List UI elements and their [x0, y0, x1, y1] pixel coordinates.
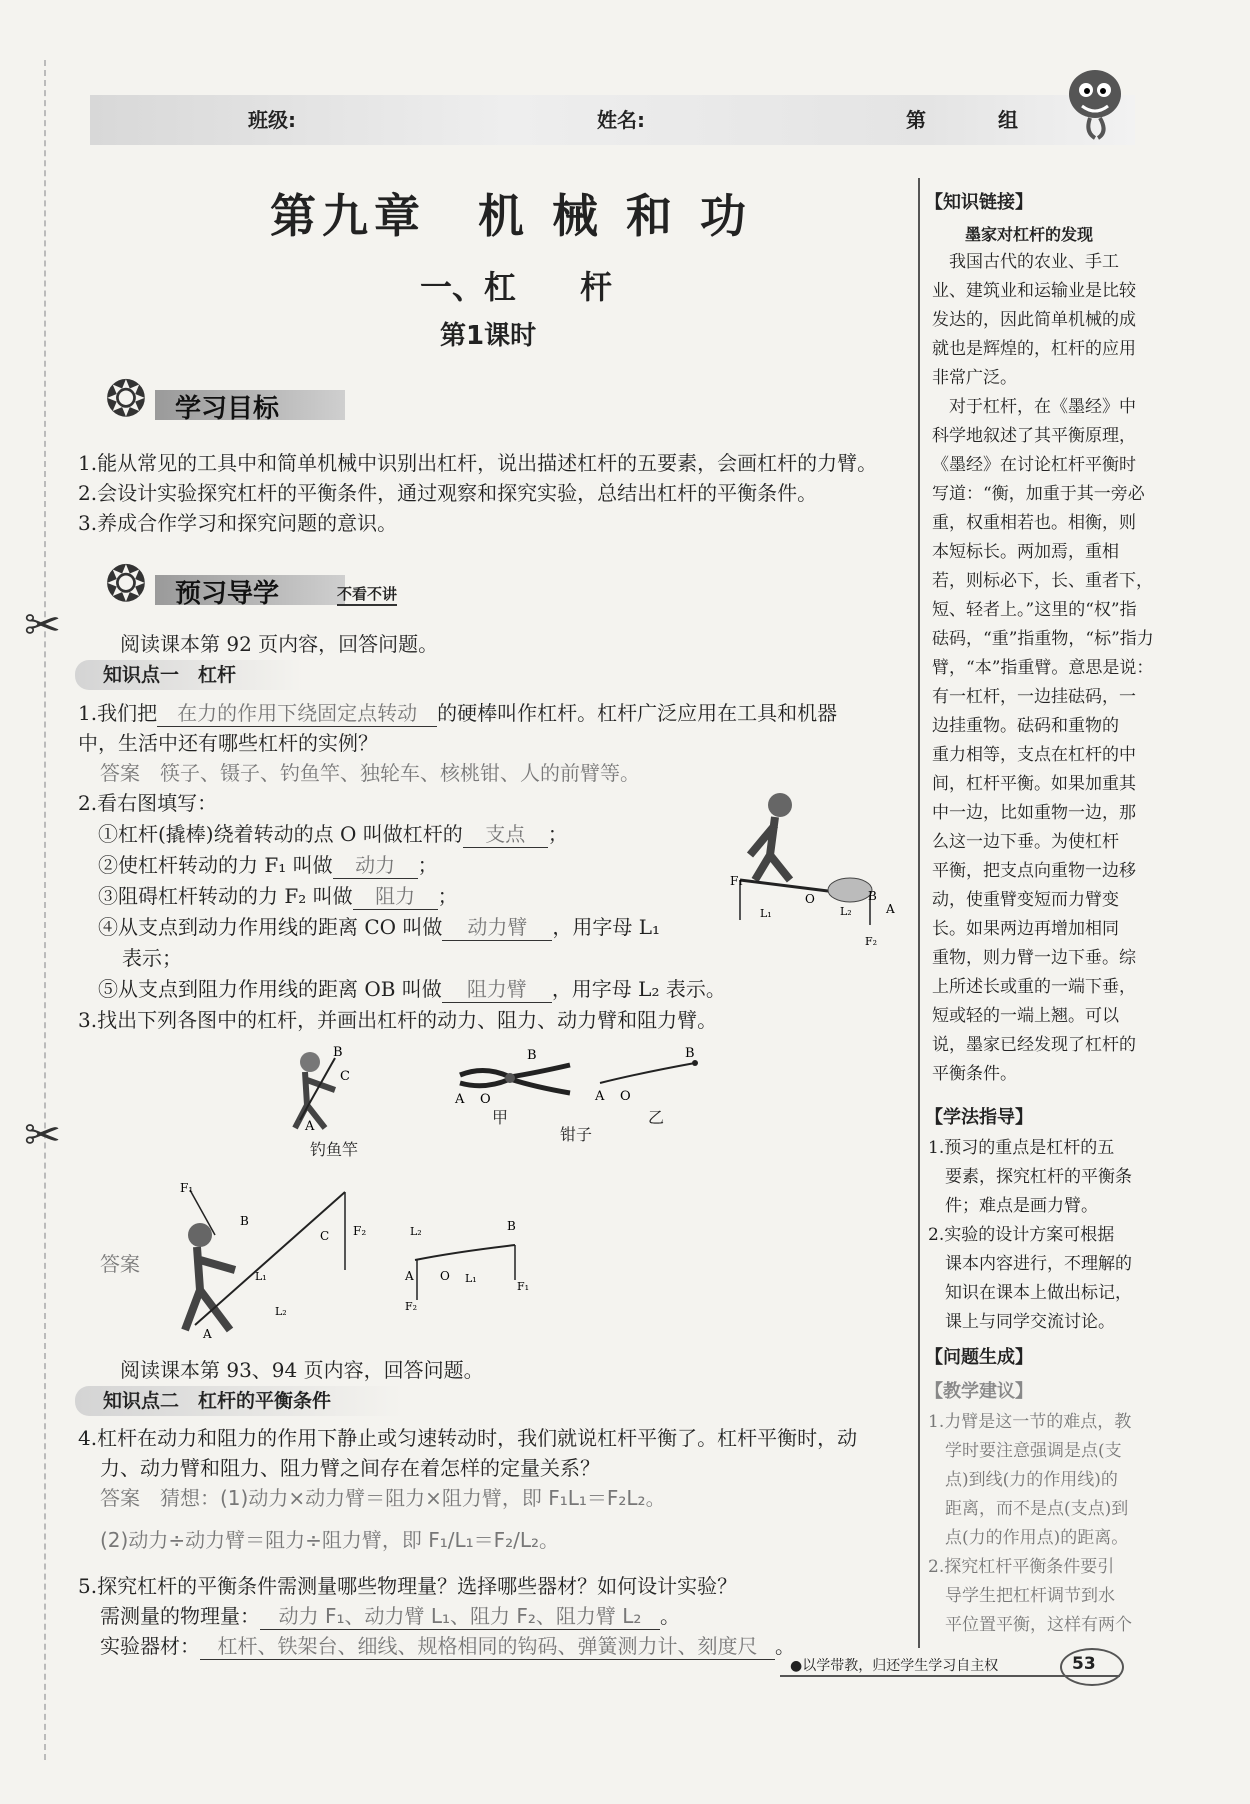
- goals-banner: [95, 370, 395, 428]
- sidebar-knowledge-link: 【知识链接】: [925, 192, 1033, 213]
- fishing-rod-caption: 钓鱼竿: [310, 1140, 359, 1159]
- pliers-caption: 钳子: [560, 1125, 593, 1144]
- sidebar-line: 有一杠杆，一边挂砝码，一: [932, 687, 1136, 707]
- sidebar-line: 砝码，“重”指重物，“标”指力: [932, 629, 1154, 649]
- svg-text:A: A: [886, 902, 895, 916]
- sidebar-line: 短或轻的一端上翘。可以: [932, 1006, 1119, 1026]
- knowledge-point-2: 知识点二 杠杆的平衡条件: [75, 1386, 403, 1416]
- svg-text:C: C: [340, 1069, 350, 1084]
- sidebar-line: 边挂重物。砝码和重物的: [932, 716, 1119, 736]
- swirl-icon: ❂: [105, 370, 147, 428]
- sidebar-line: 业、建筑业和运输业是比较: [932, 281, 1136, 301]
- sidebar-line: 写道：“衡，加重于其一旁必: [932, 484, 1145, 504]
- caption-jia: 甲: [492, 1108, 509, 1127]
- cut-line: [44, 60, 46, 1760]
- group-label-1: 第: [906, 108, 926, 132]
- q5-measure: 需测量的物理量： 动力 F₁、动力臂 L₁、阻力 F₂、阻力臂 L₂ 。: [100, 1600, 680, 1630]
- sidebar-study-guide: 【学法指导】: [925, 1107, 1033, 1128]
- swirl-icon: ❂: [105, 555, 147, 613]
- sidebar-line: 知识在课本上做出标记，: [928, 1283, 1132, 1303]
- svg-text:B: B: [868, 889, 877, 903]
- q4-answer-2: (2)动力÷动力臂＝阻力÷阻力臂，即 F₁/L₁＝F₂/L₂。: [100, 1528, 560, 1552]
- sidebar-line: 件；难点是画力臂。: [928, 1196, 1098, 1216]
- sidebar-questions: 【问题生成】: [925, 1347, 1033, 1368]
- svg-text:F₂: F₂: [353, 1224, 367, 1238]
- sidebar-line: 上所述长或重的一端下垂，: [932, 977, 1136, 997]
- sidebar-line: 若，则标必下，长、重者下，: [932, 571, 1153, 591]
- chapter-title: 第九章 机 械 和 功: [270, 189, 753, 243]
- preview-banner: [95, 555, 455, 613]
- sidebar-line: 间，杠杆平衡。如果加重其: [932, 774, 1136, 794]
- knowledge-point-1: 知识点一 杠杆: [75, 660, 303, 690]
- svg-text:B: B: [507, 1219, 516, 1233]
- sidebar-line: 要素，探究杠杆的平衡条: [928, 1167, 1132, 1187]
- sidebar-line: 2.实验的设计方案可根据: [928, 1225, 1115, 1245]
- group-label-2: 组: [998, 108, 1018, 132]
- sidebar-line: 《墨经》在讨论杠杆平衡时: [932, 455, 1136, 475]
- pliers-figure: [455, 1045, 580, 1115]
- goals-heading: 学习目标: [175, 394, 280, 424]
- sidebar-line: 科学地叙述了其平衡原理，: [932, 426, 1136, 446]
- q2-item-2: ②使杠杆转动的力 F₁ 叫做 动力 ；: [98, 849, 438, 879]
- sidebar-line: 臂，“本”指重臂。意思是说：: [932, 658, 1154, 678]
- svg-text:O: O: [620, 1089, 631, 1104]
- q1-answer: 答案 筷子、镊子、钓鱼竿、独轮车、核桃钳、人的前臂等。: [100, 761, 640, 785]
- crowbar-figure: [720, 785, 905, 955]
- sidebar-line: 短、轻者上。”这里的“权”指: [932, 600, 1137, 620]
- caption-yi: 乙: [648, 1108, 665, 1127]
- sidebar-line: 发达的，因此简单机械的成: [932, 310, 1136, 330]
- svg-text:A: A: [203, 1327, 212, 1341]
- read-instruction-2: 阅读课本第 93、94 页内容，回答问题。: [120, 1358, 484, 1382]
- sidebar-line: 对于杠杆，在《墨经》中: [932, 397, 1136, 417]
- svg-text:O: O: [440, 1269, 450, 1283]
- goal-item: 1.能从常见的工具中和简单机械中识别出杠杆，说出描述杠杆的五要素，会画杠杆的力臂。: [78, 451, 878, 475]
- footer-slogan: ●以学带教，归还学生学习自主权: [790, 1658, 999, 1674]
- q5-equipment: 实验器材： 杠杆、铁架台、细线、规格相同的钩码、弹簧测力计、刻度尺 。: [100, 1630, 795, 1660]
- q1-line-2: 中，生活中还有哪些杠杆的实例？: [78, 731, 378, 755]
- sidebar-line: 中一边，比如重物一边，那: [932, 803, 1136, 823]
- q4-line-2: 力、动力臂和阻力、阻力臂之间存在着怎样的定量关系？: [100, 1456, 600, 1480]
- preview-heading: 预习导学: [175, 579, 280, 609]
- q1-blank[interactable]: 在力的作用下绕固定点转动: [157, 697, 437, 727]
- sidebar-line: 导学生把杠杆调节到水: [928, 1586, 1115, 1606]
- q2-title: 2.看右图填写：: [78, 791, 218, 815]
- period-title: 第1课时: [440, 321, 537, 351]
- q2-item-4b: 表示；: [122, 946, 182, 970]
- class-label: 班级:: [248, 108, 296, 132]
- scissors-icon: ✂: [24, 600, 61, 651]
- q4-answer-1: 答案 猜想：(1)动力×动力臂＝阻力×阻力臂，即 F₁L₁＝F₂L₂。: [100, 1486, 666, 1510]
- sidebar-guide-text: [928, 1134, 1132, 1337]
- svg-text:F₁: F₁: [517, 1280, 530, 1293]
- sidebar-line: 平衡条件。: [932, 1064, 1017, 1084]
- svg-text:F₂: F₂: [405, 1300, 418, 1313]
- sidebar-line: 课本内容进行，不理解的: [928, 1254, 1132, 1274]
- sidebar-line: 平衡，把支点向重物一边移: [932, 861, 1136, 881]
- q1-line-1: 1.我们把 在力的作用下绕固定点转动 的硬棒叫作杠杆。杠杆广泛应用在工具和机器: [78, 697, 837, 727]
- sidebar-line: 非常广泛。: [932, 368, 1017, 388]
- svg-text:C: C: [320, 1229, 330, 1243]
- sidebar-line: 距离，而不是点(支点)到: [928, 1499, 1129, 1519]
- svg-text:L₁: L₁: [760, 907, 772, 920]
- svg-text:L₁: L₁: [465, 1272, 477, 1285]
- sidebar-line: 课上与同学交流讨论。: [928, 1312, 1115, 1332]
- q2-item-4: ④从支点到动力作用线的距离 CO 叫做 动力臂 ，用字母 L₁: [98, 911, 660, 941]
- scissors-icon: ✂: [24, 1110, 61, 1161]
- sidebar-line: 1.预习的重点是杠杆的五: [928, 1138, 1115, 1158]
- svg-text:B: B: [685, 1046, 695, 1061]
- svg-text:O: O: [805, 892, 815, 906]
- sidebar-line: 本短标长。两加焉，重相: [932, 542, 1119, 562]
- q2-item-1: ①杠杆(撬棒)绕着转动的点 O 叫做杠杆的 支点 ；: [98, 818, 568, 848]
- svg-text:B: B: [333, 1045, 343, 1060]
- svg-text:A: A: [405, 1269, 414, 1283]
- read-instruction-1: 阅读课本第 92 页内容，回答问题。: [120, 632, 439, 656]
- svg-text:F₂: F₂: [865, 935, 878, 948]
- name-label: 姓名:: [597, 108, 645, 132]
- fishing-rod-figure: [285, 1040, 405, 1135]
- mascot-icon: [1060, 62, 1130, 142]
- sidebar-line: 点)到线(力的作用线)的: [928, 1470, 1118, 1490]
- q3-title: 3.找出下列各图中的杠杆，并画出杠杆的动力、阻力、动力臂和阻力臂。: [78, 1008, 718, 1032]
- preview-tag: 不看不讲: [337, 583, 397, 606]
- sidebar-line: 动，使重臂变短而力臂变: [932, 890, 1119, 910]
- sidebar-article: [932, 248, 1154, 1089]
- svg-text:L₂: L₂: [840, 905, 852, 918]
- svg-text:B: B: [527, 1048, 537, 1063]
- page-number: 53: [1072, 1654, 1096, 1674]
- svg-text:B: B: [240, 1214, 249, 1228]
- sidebar-line: 重力相等，支点在杠杆的中: [932, 745, 1136, 765]
- q2-item-5: ⑤从支点到阻力作用线的距离 OB 叫做 阻力臂 ，用字母 L₂ 表示。: [98, 973, 726, 1003]
- sidebar-line: 重，权重相若也。相衡，则: [932, 513, 1136, 533]
- sidebar-line: 长。如果两边再增加相同: [932, 919, 1119, 939]
- q4-line-1: 4.杠杆在动力和阻力的作用下静止或匀速转动时，我们就说杠杆平衡了。杠杆平衡时，动: [78, 1426, 858, 1450]
- svg-text:L₂: L₂: [410, 1225, 422, 1238]
- sidebar-teaching-advice: 【教学建议】: [925, 1381, 1033, 1402]
- sidebar-line: 重物，则力臂一边下垂。综: [932, 948, 1136, 968]
- svg-text:A: A: [455, 1092, 465, 1107]
- sidebar-advice-text: [928, 1408, 1132, 1640]
- sidebar-line: 我国古代的农业、手工: [932, 252, 1119, 272]
- svg-text:F₁: F₁: [730, 874, 744, 888]
- sidebar-article-title: 墨家对杠杆的发现: [965, 225, 1094, 244]
- svg-text:A: A: [305, 1119, 315, 1134]
- tweezers-figure: [590, 1045, 710, 1105]
- sidebar-line: 点(力的作用点)的距离。: [928, 1528, 1129, 1548]
- sidebar-line: 么这一边下垂。为使杠杆: [932, 832, 1119, 852]
- goal-item: 3.养成合作学习和探究问题的意识。: [78, 511, 398, 535]
- fishing-answer-figure: [175, 1180, 375, 1340]
- svg-text:L₁: L₁: [255, 1270, 267, 1283]
- svg-text:O: O: [480, 1092, 491, 1107]
- sidebar-line: 说，墨家已经发现了杠杆的: [932, 1035, 1136, 1055]
- sidebar-line: 就也是辉煌的，杠杆的应用: [932, 339, 1136, 359]
- tweezers-answer-figure: [405, 1210, 530, 1320]
- sidebar-line: 2.探究杠杆平衡条件要引: [928, 1557, 1115, 1577]
- svg-text:F₁: F₁: [180, 1181, 194, 1195]
- q2-item-3: ③阻碍杠杆转动的力 F₂ 叫做 阻力 ；: [98, 880, 458, 910]
- svg-text:L₂: L₂: [275, 1305, 287, 1318]
- sidebar-line: 平位置平衡，这样有两个: [928, 1615, 1132, 1635]
- svg-text:A: A: [595, 1089, 605, 1104]
- lesson-title: 一、杠 杆: [420, 268, 613, 306]
- q5-title: 5.探究杠杆的平衡条件需测量哪些物理量？选择哪些器材？如何设计实验？: [78, 1574, 738, 1598]
- sidebar-line: 学时要注意强调是点(支: [928, 1441, 1122, 1461]
- sidebar-line: 1.力臂是这一节的难点，教: [928, 1412, 1132, 1432]
- q3-answer-label: 答案: [100, 1252, 140, 1276]
- goal-item: 2.会设计实验探究杠杆的平衡条件，通过观察和探究实验，总结出杠杆的平衡条件。: [78, 481, 818, 505]
